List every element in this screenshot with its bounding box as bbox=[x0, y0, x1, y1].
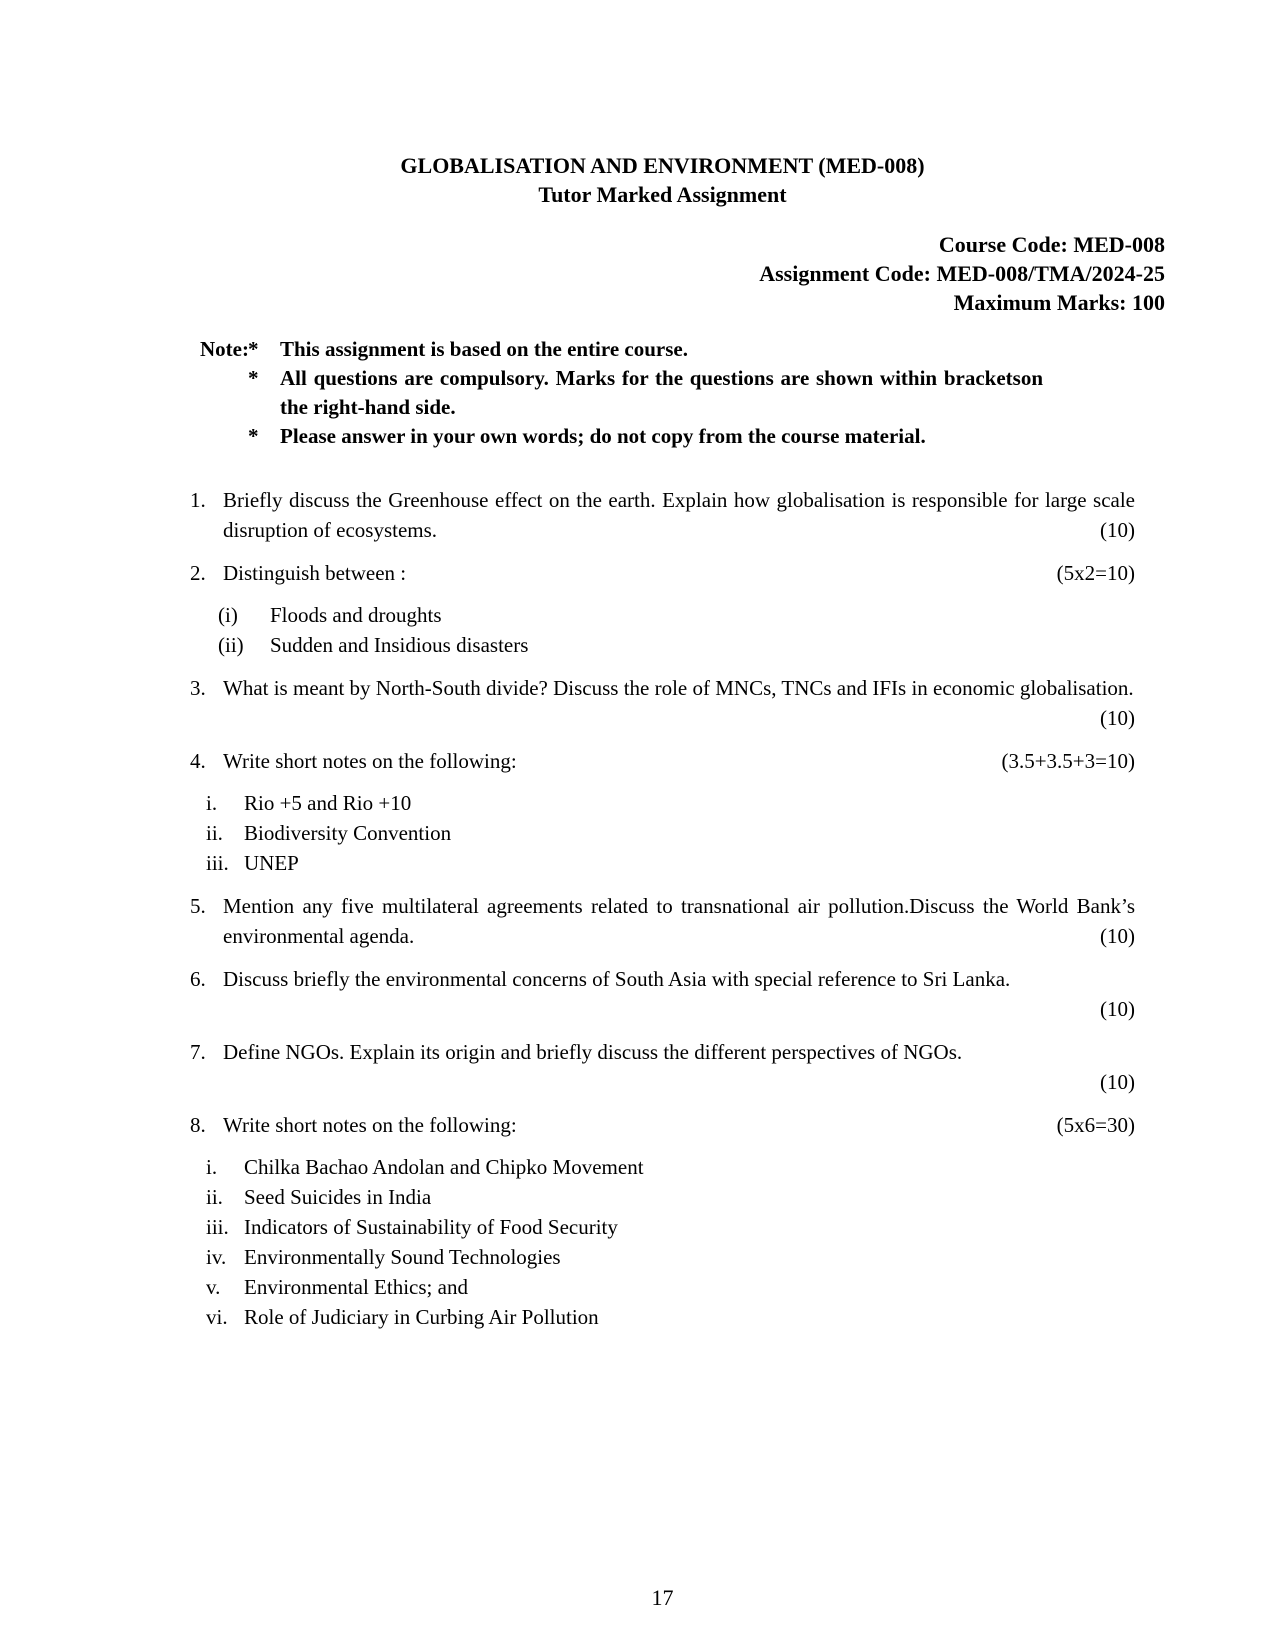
subitem-label: (i) bbox=[218, 603, 238, 627]
subitem-text: Chilka Bachao Andolan and Chipko Movement bbox=[244, 1155, 644, 1179]
note-bullet-asterisk: * bbox=[248, 424, 259, 448]
question-row bbox=[190, 746, 1135, 878]
subitem-label: iv. bbox=[206, 1245, 227, 1269]
question-marks: (5x6=30) bbox=[1056, 1113, 1135, 1137]
question-row bbox=[190, 485, 1135, 545]
question-body bbox=[223, 485, 1135, 545]
subitem-label: i. bbox=[206, 1155, 218, 1179]
question-text: Distinguish between : (5x2=10) bbox=[223, 558, 1135, 588]
subitem-text: Environmental Ethics; and bbox=[244, 1275, 468, 1299]
document-title: GLOBALISATION AND ENVIRONMENT (MED-008) bbox=[400, 153, 925, 178]
subitem-text: Rio +5 and Rio +10 bbox=[244, 791, 412, 815]
question-row bbox=[190, 891, 1135, 951]
subitem-row bbox=[206, 1242, 1135, 1272]
subitem-label: vi. bbox=[206, 1305, 228, 1329]
note-block bbox=[190, 335, 1135, 451]
question-body bbox=[223, 1037, 1135, 1097]
note-row bbox=[190, 364, 1135, 422]
question-row bbox=[190, 558, 1135, 660]
question-text: Briefly discuss the Greenhouse effect on the earth. Explain how globalisation is responsible for large scale disruption of ecosystems. (10) bbox=[223, 485, 1135, 545]
question-marks: (10) bbox=[1100, 706, 1135, 730]
subitem-text: Biodiversity Convention bbox=[244, 821, 452, 845]
note-label bbox=[200, 422, 248, 451]
question-body bbox=[223, 964, 1135, 1024]
subitem-label: ii. bbox=[206, 821, 223, 845]
question-text: Write short notes on the following: (5x6=30) bbox=[223, 1110, 1135, 1140]
question-text: Write short notes on the following: (3.5+3.5+3=10) bbox=[223, 746, 1135, 776]
question-marks: (10) bbox=[1100, 997, 1135, 1021]
question-subitems bbox=[206, 788, 1135, 878]
note-row bbox=[190, 422, 1135, 451]
course-code: Course Code: MED-008 bbox=[938, 232, 1165, 257]
question-row bbox=[190, 673, 1135, 733]
question-row bbox=[190, 964, 1135, 1024]
document-subtitle: Tutor Marked Assignment bbox=[538, 182, 787, 207]
subitem-label: ii. bbox=[206, 1185, 223, 1209]
subitem-text: Environmentally Sound Technologies bbox=[244, 1245, 561, 1269]
page-content bbox=[190, 0, 1165, 1332]
question-row bbox=[190, 1037, 1135, 1097]
question-number: 8. bbox=[190, 1113, 206, 1137]
subitem-row bbox=[206, 788, 1135, 818]
question-marks: (3.5+3.5+3=10) bbox=[1001, 749, 1135, 773]
question-subitems bbox=[206, 1152, 1135, 1332]
maximum-marks: Maximum Marks: 100 bbox=[953, 290, 1165, 315]
subitem-row bbox=[206, 818, 1135, 848]
question-body bbox=[206, 746, 1135, 878]
subitem-row bbox=[206, 1272, 1135, 1302]
note-item-text: All questions are compulsory. Marks for the questions are shown within bracketson the right-hand side. bbox=[280, 366, 1043, 419]
document-header bbox=[190, 0, 1135, 209]
question-number: 2. bbox=[190, 561, 206, 585]
question-number: 4. bbox=[190, 749, 206, 773]
note-bullet-asterisk: * bbox=[248, 337, 259, 361]
questions-list bbox=[190, 485, 1135, 1332]
question-marks: (10) bbox=[1100, 1070, 1135, 1094]
question-marks: (10) bbox=[1100, 924, 1135, 948]
question-text: Define NGOs. Explain its origin and briefly discuss the different perspectives of NGOs. bbox=[223, 1040, 963, 1064]
question-number: 5. bbox=[190, 894, 206, 918]
subitem-row bbox=[218, 600, 1135, 630]
question-marks-line bbox=[223, 1067, 1135, 1097]
subitem-text: Sudden and Insidious disasters bbox=[270, 633, 529, 657]
subitem-label: iii. bbox=[206, 1215, 229, 1239]
subitem-text: Role of Judiciary in Curbing Air Pollution bbox=[244, 1305, 599, 1329]
question-row bbox=[190, 1110, 1135, 1332]
subitem-label: iii. bbox=[206, 851, 229, 875]
subitem-row bbox=[206, 1152, 1135, 1182]
question-subitems bbox=[218, 600, 1135, 660]
subitem-row bbox=[206, 1212, 1135, 1242]
page-number: 17 bbox=[651, 1585, 674, 1610]
note-label: Note: bbox=[200, 337, 249, 361]
subitem-label: (ii) bbox=[218, 633, 244, 657]
question-text: What is meant by North-South divide? Discuss the role of MNCs, TNCs and IFIs in economic globalisation. (10) bbox=[223, 673, 1135, 703]
subitem-text: Indicators of Sustainability of Food Security bbox=[244, 1215, 618, 1239]
question-text: Discuss briefly the environmental concerns of South Asia with special reference to Sri Lanka. bbox=[223, 967, 1011, 991]
question-body bbox=[223, 673, 1135, 733]
assignment-meta bbox=[190, 230, 1165, 317]
question-body bbox=[223, 891, 1135, 951]
question-number: 1. bbox=[190, 488, 206, 512]
assignment-code: Assignment Code: MED-008/TMA/2024-25 bbox=[759, 261, 1165, 286]
note-label bbox=[200, 364, 248, 422]
question-number: 6. bbox=[190, 967, 206, 991]
subitem-row bbox=[218, 630, 1135, 660]
subitem-text: UNEP bbox=[244, 851, 299, 875]
question-marks: (5x2=10) bbox=[1056, 561, 1135, 585]
question-body bbox=[218, 558, 1135, 660]
subitem-text: Seed Suicides in India bbox=[244, 1185, 432, 1209]
subitem-row bbox=[206, 848, 1135, 878]
question-body bbox=[206, 1110, 1135, 1332]
subitem-row bbox=[206, 1302, 1135, 1332]
subitem-label: i. bbox=[206, 791, 218, 815]
note-bullet-asterisk: * bbox=[248, 366, 259, 390]
question-marks: (10) bbox=[1100, 518, 1135, 542]
question-text: Mention any five multilateral agreements related to transnational air pollution.Discuss the World Bank’s environmental agenda. (10) bbox=[223, 891, 1135, 951]
note-item-text: This assignment is based on the entire course. bbox=[280, 337, 688, 361]
subitem-label: v. bbox=[206, 1275, 221, 1299]
note-row bbox=[190, 335, 1135, 364]
subitem-text: Floods and droughts bbox=[270, 603, 442, 627]
note-item-text: Please answer in your own words; do not copy from the course material. bbox=[280, 424, 926, 448]
subitem-row bbox=[206, 1182, 1135, 1212]
question-number: 7. bbox=[190, 1040, 206, 1064]
question-marks-line bbox=[223, 994, 1135, 1024]
question-number: 3. bbox=[190, 676, 206, 700]
